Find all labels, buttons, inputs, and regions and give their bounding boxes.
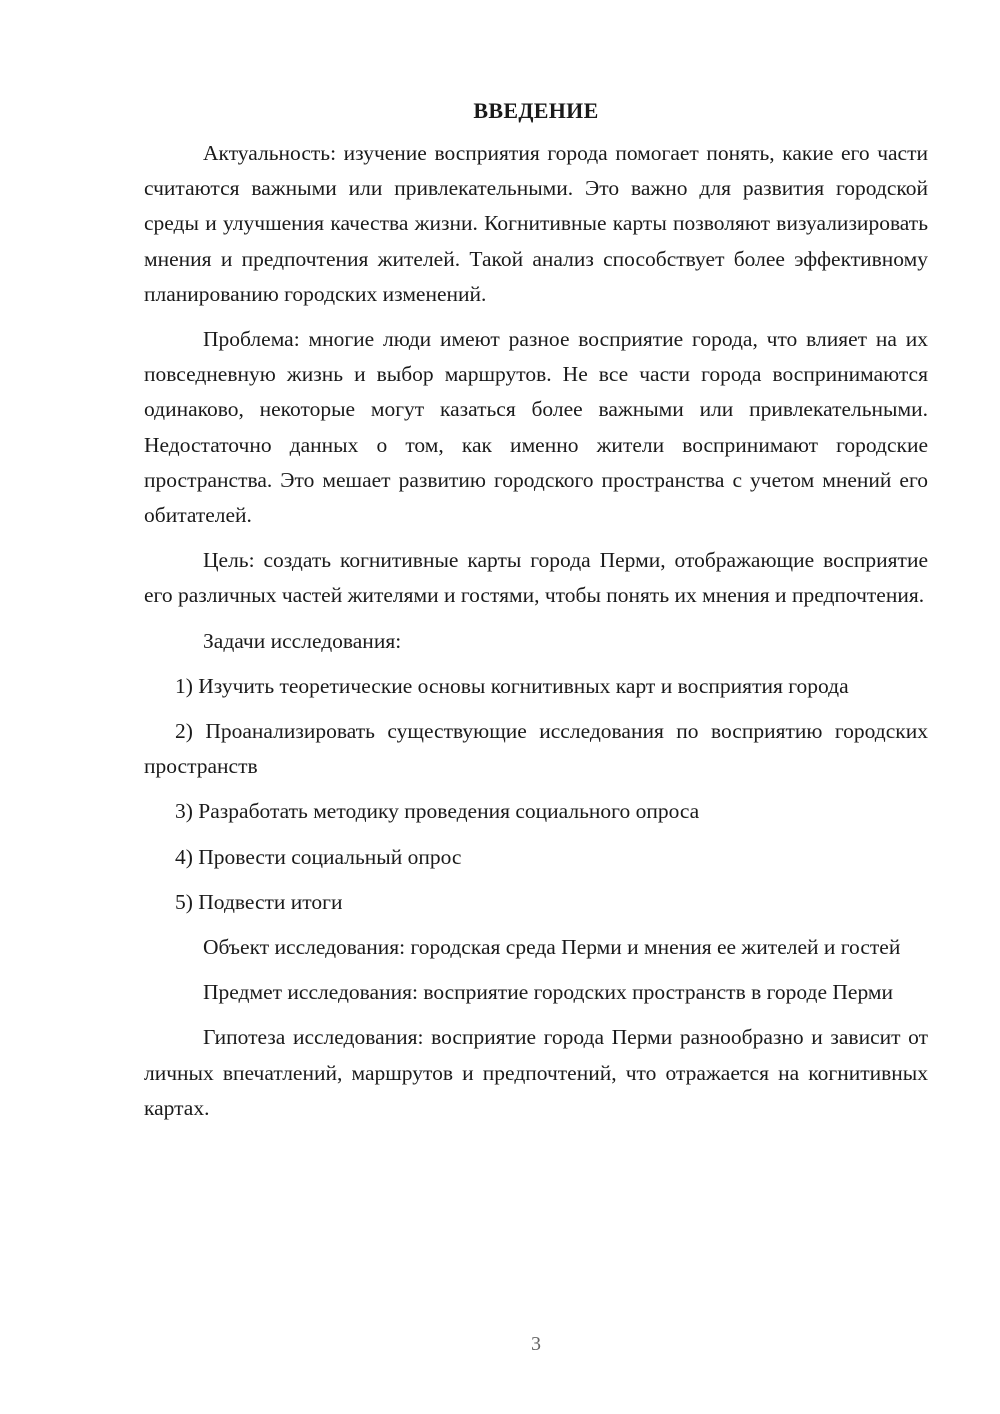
task-item-3: 3) Разработать методику проведения социального опроса <box>175 799 700 824</box>
page-title: ВВЕДЕНИЕ <box>473 98 599 123</box>
task-item-1: 1) Изучить теоретические основы когнитивных карт и восприятия города <box>175 673 849 698</box>
hypothesis-paragraph: Гипотеза исследования: восприятие города Перми разнообразно и зависит от личных впечатлений, маршрутов и предпочтений, что отражается на когнитивных картах. <box>144 1025 928 1120</box>
page-number: 3 <box>531 1333 541 1355</box>
goal-paragraph: Цель: создать когнитивные карты города Перми, отображающие восприятие его различных частей жителями и гостями, чтобы понять их мнения и предпочтения. <box>144 548 928 608</box>
problem-paragraph: Проблема: многие люди имеют разное восприятие города, что влияет на их повседневную жизнь и выбор маршрутов. Не все части города воспринимаются одинаково, некоторые могут казаться более важными или привлекательными. Недостаточно данных о том, как именно жители воспринимают городские пространства. Это мешает развитию городского пространства с учетом мнений его обитателей. <box>144 327 928 528</box>
task-item-4: 4) Провести социальный опрос <box>175 844 462 869</box>
task-item-2: 2) Проанализировать существующие исследования по восприятию городских пространств <box>144 719 928 779</box>
relevance-paragraph: Актуальность: изучение восприятия города помогает понять, какие его части считаются важными или привлекательными. Это важно для развития городской среды и улучшения качества жизни. Когнитивные карты позволяют визуализировать мнения и предпочтения жителей. Такой анализ способствует более эффективному планированию городских изменений. <box>144 141 928 306</box>
tasks-title: Задачи исследования: <box>203 628 402 653</box>
task-item-5: 5) Подвести итоги <box>175 889 343 914</box>
subject-paragraph: Предмет исследования: восприятие городских пространств в городе Перми <box>203 980 894 1005</box>
page-content <box>144 93 928 1136</box>
object-paragraph: Объект исследования: городская среда Перми и мнения ее жителей и гостей <box>203 935 901 960</box>
